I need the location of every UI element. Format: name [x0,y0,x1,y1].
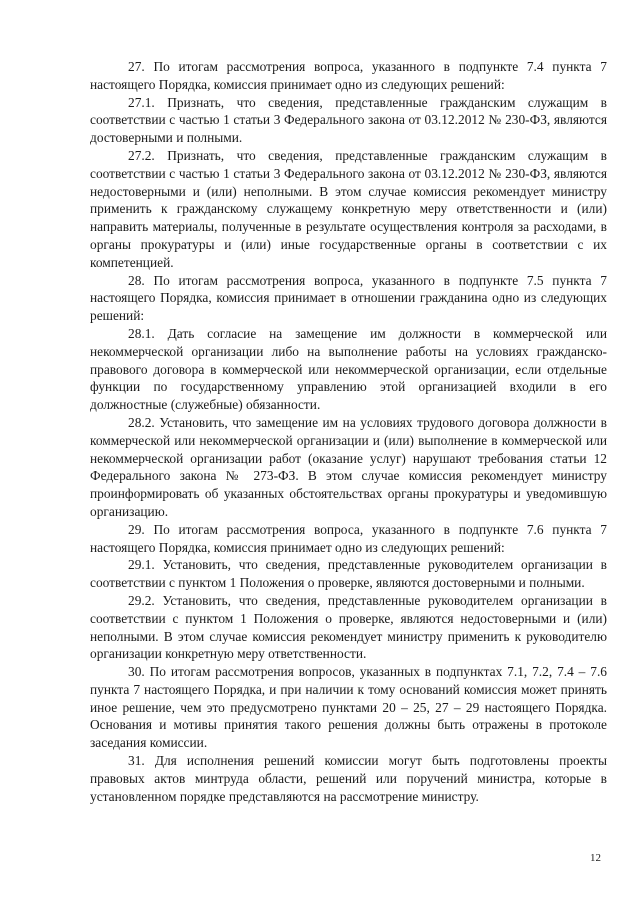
paragraph-28: 28. По итогам рассмотрения вопроса, указанного в подпункте 7.5 пункта 7 настоящего Порядка, комиссия принимает в отношении гражданина одно из следующих решений: [90,272,607,324]
paragraph-29: 29. По итогам рассмотрения вопроса, указанного в подпункте 7.6 пункта 7 настоящего Порядка, комиссия принимает одно из следующих решений: [90,521,607,555]
paragraph-27-2: 27.2. Признать, что сведения, представленные гражданским служащим в соответствии с частью 1 статьи 3 Федерального закона от 03.12.2012 № 230-ФЗ, являются недостоверными и (или) неполными. В этом случае комиссия рекомендует министру применить к гражданскому служащему конкретную меру ответственности и (или) направить материалы, полученные в результате осуществления контроля за расходами, в органы прокуратуры и (или) иные государственные органы в соответствии с их компетенцией. [90,147,607,270]
paragraph-29-1: 29.1. Установить, что сведения, представленные руководителем организации в соответствии с пунктом 1 Положения о проверке, являются достоверными и полными. [90,557,607,591]
paragraph-27: 27. По итогам рассмотрения вопроса, указанного в подпункте 7.4 пункта 7 настоящего Порядка, комиссия принимает одно из следующих решений: [90,59,607,92]
paragraph-30: 30. По итогам рассмотрения вопросов, указанных в подпунктах 7.1, 7.2, 7.4 – 7.6 пункта 7 настоящего Порядка, и при наличии к тому оснований комиссия может принять иное решение, чем это предусмотрено пунктами 20 – 25, 27 – 29 настоящего Порядка. Основания и мотивы принятия такого решения должны быть отражены в протоколе заседания комиссии. [90,664,607,751]
page-number: 12 [590,852,601,864]
paragraph-29-2: 29.2. Установить, что сведения, представленные руководителем организации в соответствии с пунктом 1 Положения о проверке, являются недостоверными и (или) неполными. В этом случае комиссия рекомендует министру применить к руководителю организации конкретную меру ответственности. [90,592,607,662]
paragraph-31: 31. Для исполнения решений комиссии могут быть подготовлены проекты правовых актов минтруда области, решений или поручений министра, которые в установленном порядке представляются на рассмотрение министру. [90,753,607,804]
paragraph-28-1: 28.1. Дать согласие на замещение им должности в коммерческой или некоммерческой организации либо на выполнение работы на условиях гражданско-правового договора в коммерческой или некоммерческой организации, если отдельные функции по государственному управлению этой организацией входили в его должностные (служебные) обязанности. [90,325,607,413]
document-body [90,58,607,805]
paragraph-28-2: 28.2. Установить, что замещение им на условиях трудового договора должности в коммерческой или некоммерческой организации и (или) выполнение в коммерческой или некоммерческой организации работ (оказание услуг) нарушают требования статьи 12 Федерального закона № 273-ФЗ. В этом случае комиссия рекомендует министру проинформировать об указанных обстоятельствах органы прокуратуры и уведомившую организацию. [90,414,607,519]
paragraph-27-1: 27.1. Признать, что сведения, представленные гражданским служащим в соответствии с частью 1 статьи 3 Федерального закона от 03.12.2012 № 230-ФЗ, являются достоверными и полными. [90,94,607,146]
